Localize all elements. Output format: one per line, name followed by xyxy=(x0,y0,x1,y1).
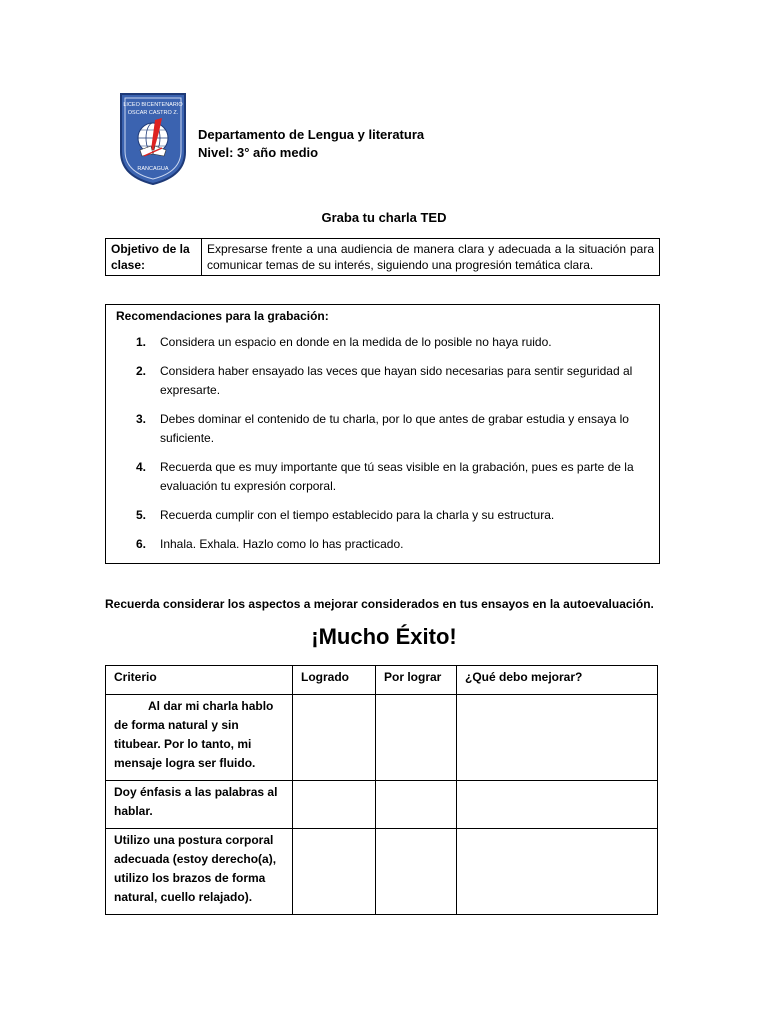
item-text: Recuerda que es muy importante que tú seas visible en la grabación, pues es parte de la evaluación tu expresión corporal. xyxy=(160,460,634,493)
table-header-row xyxy=(106,666,658,695)
criterion-text: Al dar mi charla hablo de forma natural y sin titubear. Por lo tanto, mi mensaje logra ser fluido. xyxy=(114,699,274,770)
criteria-table xyxy=(105,665,658,915)
header-que-mejorar: ¿Qué debo mejorar? xyxy=(457,666,658,695)
list-item xyxy=(116,362,649,400)
objective-label: Objetivo de la clase: xyxy=(106,239,202,276)
header-logrado: Logrado xyxy=(293,666,376,695)
item-text: Considera un espacio en donde en la medida de lo posible no haya ruido. xyxy=(160,335,552,349)
por-lograr-cell[interactable] xyxy=(376,829,457,915)
list-item xyxy=(116,535,649,554)
item-number: 1. xyxy=(136,335,147,349)
list-item xyxy=(116,458,649,496)
table-row xyxy=(106,781,658,829)
criterion-cell xyxy=(106,781,293,829)
list-item xyxy=(116,333,649,352)
logrado-cell[interactable] xyxy=(293,829,376,915)
header-criterio: Criterio xyxy=(106,666,293,695)
logo-text-name: OSCAR CASTRO Z. xyxy=(127,110,179,116)
logrado-cell[interactable] xyxy=(293,695,376,781)
criterion-text: Utilizo una postura corporal adecuada (estoy derecho(a), utilizo los brazos de forma natural, cuello relajado). xyxy=(114,833,277,904)
item-number: 4. xyxy=(136,460,147,474)
mejorar-cell[interactable] xyxy=(457,695,658,781)
item-text: Considera haber ensayado las veces que hayan sido necesarias para sentir seguridad al expresarte. xyxy=(160,364,633,397)
item-text: Debes dominar el contenido de tu charla, por lo que antes de grabar estudia y ensaya lo suficiente. xyxy=(160,412,629,445)
logo-text-city: RANCAGUA xyxy=(137,166,169,172)
criterion-cell xyxy=(106,695,293,781)
recommendations-box xyxy=(105,304,660,564)
item-number: 3. xyxy=(136,412,147,426)
objective-text: Expresarse frente a una audiencia de manera clara y adecuada a la situación para comunicar temas de su interés, siguiendo una progresión temática clara. xyxy=(202,239,660,276)
item-number: 5. xyxy=(136,508,147,522)
criterion-text: Doy énfasis a las palabras al hablar. xyxy=(114,785,278,818)
recommendations-list xyxy=(116,333,649,554)
list-item xyxy=(116,410,649,448)
item-text: Inhala. Exhala. Hazlo como lo has practicado. xyxy=(160,537,404,551)
objective-table xyxy=(105,238,660,276)
list-item xyxy=(116,506,649,525)
item-text: Recuerda cumplir con el tiempo establecido para la charla y su estructura. xyxy=(160,508,555,522)
reminder-text: Recuerda considerar los aspectos a mejorar considerados en tus ensayos en la autoevaluación. xyxy=(105,597,654,611)
mejorar-cell[interactable] xyxy=(457,781,658,829)
recommendations-title: Recomendaciones para la grabación: xyxy=(116,309,329,323)
table-row xyxy=(106,829,658,915)
level-label: Nivel: 3° año medio xyxy=(198,145,319,160)
item-number: 2. xyxy=(136,364,147,378)
header-por-lograr: Por lograr xyxy=(376,666,457,695)
mejorar-cell[interactable] xyxy=(457,829,658,915)
por-lograr-cell[interactable] xyxy=(376,781,457,829)
department-name: Departamento de Lengua y literatura xyxy=(198,127,425,142)
logrado-cell[interactable] xyxy=(293,781,376,829)
criterion-cell xyxy=(106,829,293,915)
logo-text-top: LICEO BICENTENARIO xyxy=(123,102,183,108)
motto-heading: ¡Mucho Éxito! xyxy=(311,624,457,649)
table-row xyxy=(106,695,658,781)
school-crest-logo xyxy=(118,92,188,186)
por-lograr-cell[interactable] xyxy=(376,695,457,781)
header-info xyxy=(198,126,424,162)
item-number: 6. xyxy=(136,537,147,551)
document-title: Graba tu charla TED xyxy=(321,210,447,225)
